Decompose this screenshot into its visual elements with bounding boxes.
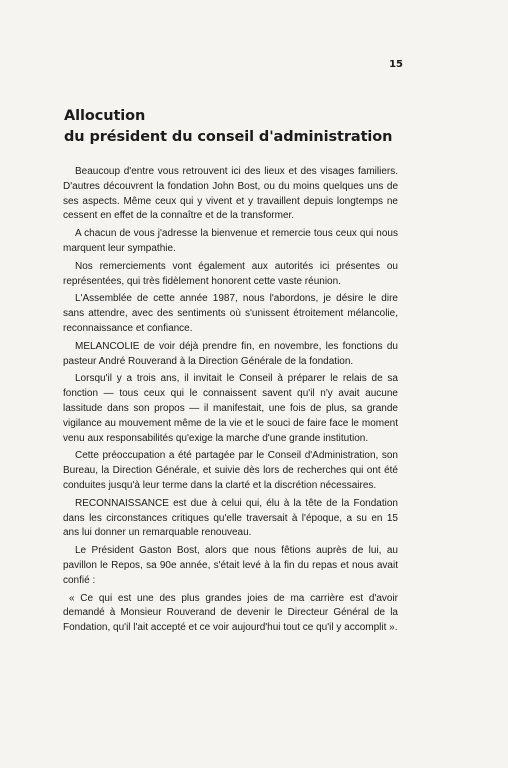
speech-body: [63, 165, 398, 639]
paragraph: Le Président Gaston Bost, alors que nous fêtions auprès de lui, au pavillon le Repos, sa 90e année, s'était levé à la fin du repas et nous avait confié :: [63, 545, 398, 586]
speech-title-line-1: Allocution: [64, 108, 146, 124]
speech-title-line-2: du président du conseil d'administration: [64, 129, 393, 145]
paragraph: MELANCOLIE de voir déjà prendre fin, en novembre, les fonctions du pasteur André Rouverand à la Direction Générale de la fondation.: [63, 340, 398, 367]
speech-title: [64, 106, 404, 148]
paragraph: L'Assemblée de cette année 1987, nous l'abordons, je désire le dire sans attendre, avec des sentiments où s'unissent étroitement mélancolie, reconnaissance et confiance.: [63, 293, 398, 334]
paragraph: RECONNAISSANCE est due à celui qui, élu à la tête de la Fondation dans les circonstances critiques qu'elle traversait à l'époque, a su en 15 ans lui donner un remarquable renouveau.: [63, 497, 398, 539]
paragraph: Cette préoccupation a été partagée par le Conseil d'Administration, son Bureau, la Direction Générale, et suivie dès lors de recherches qui ont été conduites jusqu'à leur terme dans la clarté et la discrétion nécessaires.: [63, 450, 398, 491]
paragraph: A chacun de vous j'adresse la bienvenue et remercie tous ceux qui nous marquent leur sympathie.: [63, 228, 398, 254]
page-number: 15: [389, 59, 403, 70]
paragraph: Lorsqu'il y a trois ans, il invitait le Conseil à préparer le relais de sa fonction — tous ceux qui le connaissent savent qu'il n'y avait aucune lassitude dans son propos — il manifestait, une fois de plus, sa grande vigilance au mouvement même de la vie et le souci de faire face le moment venu aux responsabilités qu'exige la marche d'une grande institution.: [63, 373, 398, 444]
quote-paragraph: « Ce qui est une des plus grandes joies de ma carrière est d'avoir demandé à Monsieur Rouverand de devenir le Directeur Général de la Fondation, qu'il l'ait accepté et ce voir aujourd'hui tout ce qu'il y accomplit ».: [63, 592, 398, 634]
paragraph: Beaucoup d'entre vous retrouvent ici des lieux et des visages familiers. D'autres découvrent la fondation John Bost, ou du moins quelques uns de ses aspects. Même ceux qui y vivent et y travaillent depuis longtemps ne cessent en effet de la connaître et de la transformer.: [63, 166, 398, 222]
paragraph: Nos remerciements vont également aux autorités ici présentes ou représentées, qui très fidèlement honorent cette vaste réunion.: [63, 260, 398, 287]
